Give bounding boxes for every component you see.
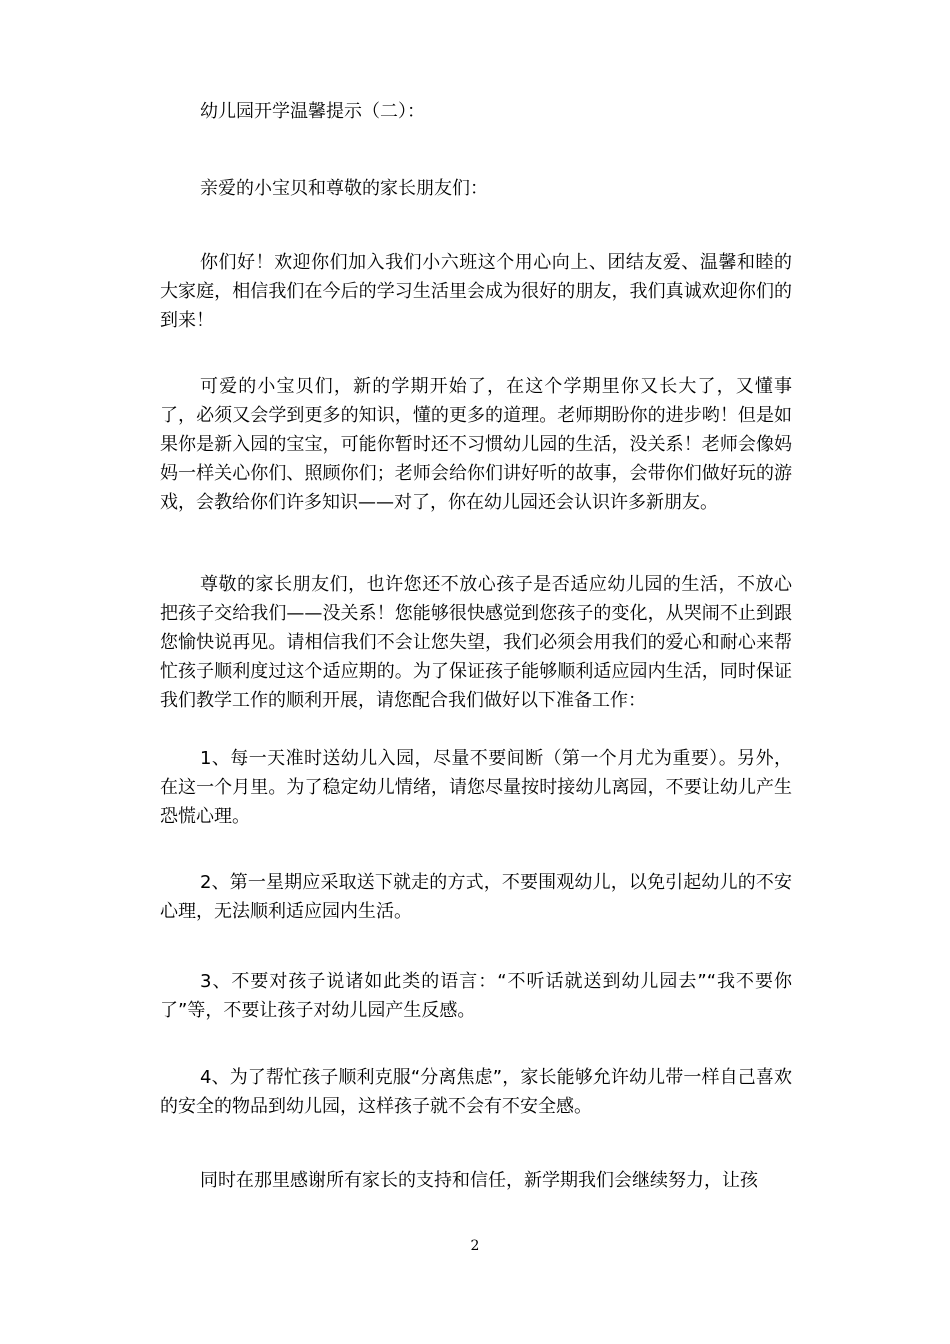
page-number: 2	[470, 1238, 480, 1254]
list-item-4: 4、为了帮忙孩子顺利克服“分离焦虑”，家长能够允许幼儿带一样自己喜欢的安全的物品到幼儿园，这样孩子就不会有不安全感。	[160, 1067, 792, 1117]
list-item-1: 1、每一天准时送幼儿入园，尽量不要间断（第一个月尤为重要）。另外，在这一个月里。为了稳定幼儿情绪，请您尽量按时接幼儿离园，不要让幼儿产生恐慌心理。	[160, 748, 792, 827]
paragraph-to-parents: 尊敬的家长朋友们，也许您还不放心孩子是否适应幼儿园的生活，不放心把孩子交给我们——没关系！您能够很快感觉到您孩子的变化，从哭闹不止到跟您愉快说再见。请相信我们不会让您失望，我们必须会用我们的爱心和耐心来帮忙孩子顺利度过这个适应期的。为了保证孩子能够顺利适应园内生活，同时保证我们教学工作的顺利开展，请您配合我们做好以下准备工作：	[160, 574, 792, 711]
list-item-2: 2、第一星期应采取送下就走的方式，不要围观幼儿，以免引起幼儿的不安心理，无法顺利适应园内生活。	[160, 872, 792, 922]
paragraph-closing: 同时在那里感谢所有家长的支持和信任，新学期我们会继续努力，让孩	[200, 1170, 758, 1191]
greeting-line: 亲爱的小宝贝和尊敬的家长朋友们：	[200, 178, 488, 199]
paragraph-welcome: 你们好！欢迎你们加入我们小六班这个用心向上、团结友爱、温馨和睦的大家庭，相信我们在今后的学习生活里会成为很好的朋友，我们真诚欢迎你们的到来！	[160, 252, 792, 331]
document-title: 幼儿园开学温馨提示（二）：	[200, 101, 425, 122]
paragraph-to-children: 可爱的小宝贝们，新的学期开始了，在这个学期里你又长大了，又懂事了，必须又会学到更多的知识，懂的更多的道理。老师期盼你的进步哟！但是如果你是新入园的宝宝，可能你暂时还不习惯幼儿园的生活，没关系！老师会像妈妈一样关心你们、照顾你们；老师会给你们讲好听的故事，会带你们做好玩的游戏，会教给你们许多知识——对了，你在幼儿园还会认识许多新朋友。	[160, 376, 792, 513]
list-item-3: 3、不要对孩子说诸如此类的语言：“不听话就送到幼儿园去”“我不要你了”等，不要让孩子对幼儿园产生反感。	[160, 971, 792, 1021]
